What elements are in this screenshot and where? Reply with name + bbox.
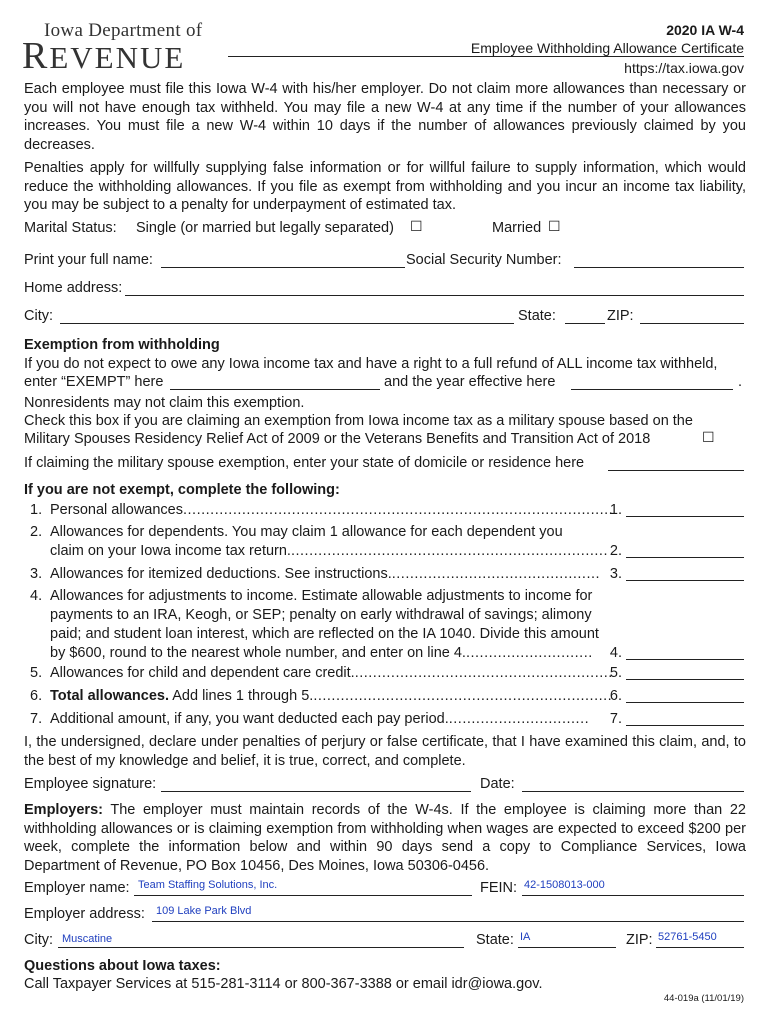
home-address-row (24, 280, 744, 300)
employer-city-label: City: (24, 932, 53, 948)
employer-name-field[interactable]: Team Staffing Solutions, Inc. (134, 880, 472, 896)
exemption-line-1: If you do not expect to owe any Iowa income tax and have a right to a full refund of ALL income tax withheld, (24, 356, 718, 372)
allowances-heading: If you are not exempt, complete the following: (24, 482, 340, 498)
exempt-period: . (738, 374, 743, 390)
employer-zip-label: ZIP: (626, 932, 653, 948)
ssn-label: Social Security Number: (406, 252, 562, 268)
logo-revenue-wordmark: REVENUE (22, 35, 186, 77)
allowance-line-5-field[interactable] (626, 664, 744, 680)
employer-city-field[interactable]: Muscatine (58, 932, 464, 948)
military-line-2-row (24, 431, 744, 451)
year-effective-label: and the year effective here (384, 374, 556, 390)
allowance-line-1-field[interactable] (626, 501, 744, 517)
married-option-label: Married (492, 220, 542, 236)
married-checkbox[interactable]: ☐ (548, 219, 561, 235)
ssn-field[interactable] (574, 252, 744, 268)
allowance-line-5: 5. Allowances for child and dependent care credit.......................................................... 5. (30, 664, 744, 683)
nonresident-note: Nonresidents may not claim this exemption. (24, 395, 305, 411)
exempt-label: enter “EXEMPT” here (24, 374, 164, 390)
marital-status-row (24, 220, 744, 240)
allowance-line-7-field[interactable] (626, 710, 744, 726)
home-address-label: Home address: (24, 280, 123, 296)
form-url[interactable]: https://tax.iowa.gov (624, 60, 744, 76)
form-title: 2020 IA W-4 (666, 22, 744, 38)
city-label: City: (24, 308, 53, 324)
penalty-paragraph: Penalties apply for willfully supplying false information or for willful failure to supply information, which would reduce the withholding allowances. If you file as exempt from withholding and you incur an income tax liability, you may be subject to a penalty for underpayment of estimated tax. (24, 160, 746, 213)
allowance-line-4: 4. Allowances for adjustments to income. Estimate allowable adjustments to income for payments to an IRA, Keogh, or SEP; penalty on early withdrawal of savings; alimony paid; and student loan interest, which are reflected on the IA 1040. Divide this amount by $600, round to the nearest whole number, and enter on line 4............................. 4. (30, 587, 744, 663)
questions-heading: Questions about Iowa taxes: (24, 958, 221, 974)
employer-zip-field[interactable]: 52761-5450 (656, 932, 744, 948)
allowance-line-4-field[interactable] (626, 644, 744, 660)
allowance-line-2-field[interactable] (626, 542, 744, 558)
allowance-line-7: 7. Additional amount, if any, you want deducted each pay period................................ 7. (30, 710, 744, 729)
allowance-line-2: 2. Allowances for dependents. You may claim 1 allowance for each dependent you claim on your Iowa income tax return....................................................................... 2. (30, 523, 744, 561)
exempt-field[interactable] (170, 374, 380, 390)
single-checkbox[interactable]: ☐ (410, 219, 423, 235)
intro-paragraph: Each employee must file this Iowa W-4 with his/her employer. Do not claim more allowances than necessary or you will not have enough tax withheld. You may file a new W-4 at any time if the number of your allowances increases. You must file a new W-4 within 10 days if the number of allowances previously claimed by you decreases. (24, 81, 746, 153)
zip-field[interactable] (640, 308, 744, 324)
employers-paragraph: Employers: The employer must maintain records of the W-4s. If the employee is claiming more than 22 withholding allowances or is claiming exemption from withholding when wages are expected to exceed $200 per week, complete the information below and within 90 days send a copy to Compliance Services, Iowa Department of Revenue, PO Box 10456, Des Moines, Iowa 50306-0456. (24, 802, 746, 874)
military-line-1: Check this box if you are claiming an exemption from Iowa income tax as a military spouse based on the (24, 413, 693, 429)
single-option-label: Single (or married but legally separated) (136, 220, 394, 236)
city-field[interactable] (60, 308, 514, 324)
allowance-line-1: 1. Personal allowances............................................................................................... 1. (30, 501, 744, 520)
employer-address-row (24, 906, 744, 926)
domicile-label: If claiming the military spouse exemption, enter your state of domicile or residence here (24, 455, 585, 471)
full-name-field[interactable] (161, 252, 405, 268)
marital-status-label: Marital Status: (24, 220, 117, 236)
domicile-field[interactable] (608, 455, 744, 471)
allowance-line-3: 3. Allowances for itemized deductions. See instructions............................................... 3. (30, 565, 744, 584)
date-label: Date: (480, 776, 515, 792)
zip-label: ZIP: (607, 308, 634, 324)
exempt-entry-row (24, 374, 744, 394)
home-address-field[interactable] (125, 280, 744, 296)
military-spouse-checkbox[interactable]: ☐ (702, 430, 715, 446)
fein-label: FEIN: (480, 880, 518, 896)
fein-field[interactable]: 42-1508013-000 (522, 880, 744, 896)
form-subtitle: Employee Withholding Allowance Certificate (470, 40, 744, 56)
logo-agency-line: Iowa Department of (44, 20, 203, 41)
domicile-row (24, 455, 744, 475)
state-field[interactable] (565, 308, 605, 324)
signature-label: Employee signature: (24, 776, 157, 792)
employer-address-field[interactable]: 109 Lake Park Blvd (152, 906, 744, 922)
city-state-zip-row (24, 308, 744, 328)
military-line-2: Military Spouses Residency Relief Act of 2009 or the Veterans Benefits and Transition Act of 2018 (24, 431, 651, 447)
allowance-line-3-field[interactable] (626, 565, 744, 581)
questions-contact: Call Taxpayer Services at 515-281-3114 or 800-367-3388 or email idr@iowa.gov. (24, 976, 543, 992)
state-label: State: (518, 308, 556, 324)
signature-row (24, 776, 744, 796)
allowance-line-6: 6. Total allowances. Add lines 1 through 5................................................................... 6. (30, 687, 744, 706)
form-number: 44-019a (11/01/19) (663, 993, 744, 1004)
employer-address-label: Employer address: (24, 906, 145, 922)
full-name-label: Print your full name: (24, 252, 153, 268)
employer-state-label: State: (476, 932, 514, 948)
signature-field[interactable] (161, 776, 471, 792)
declaration-text: I, the undersigned, declare under penalties of perjury or false certificate, that I have examined this claim, and, to the best of my knowledge and belief, it is true, correct, and complete. (24, 734, 746, 769)
date-field[interactable] (522, 776, 744, 792)
allowance-line-6-field[interactable] (626, 687, 744, 703)
name-ssn-row (24, 252, 744, 272)
year-effective-field[interactable] (571, 374, 733, 390)
employer-name-row (24, 880, 744, 900)
employer-state-field[interactable]: IA (518, 932, 616, 948)
exemption-heading: Exemption from withholding (24, 337, 220, 353)
employer-city-row (24, 932, 744, 952)
header-rule (228, 56, 744, 57)
employer-name-label: Employer name: (24, 880, 130, 896)
